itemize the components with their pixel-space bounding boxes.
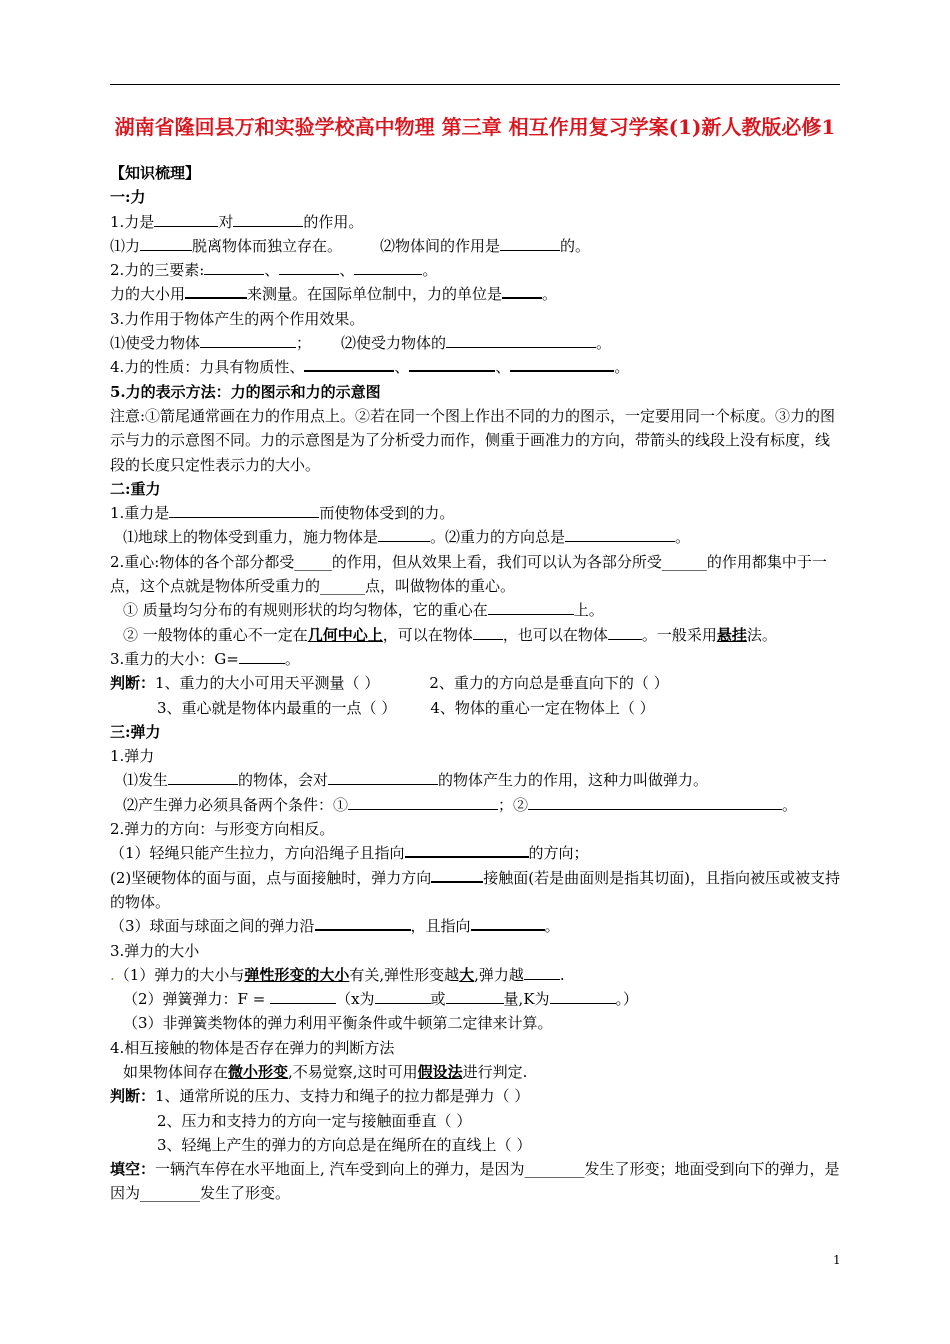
force-line-2: ⑴力 脱离物体而独立存在。 ⑵物体间的作用是 的。: [110, 236, 591, 255]
gravity-line-6: 3.重力的大小：G= 。: [110, 649, 300, 668]
elastic-line-11: （3）非弹簧类物体的弹力利用平衡条件或牛顿第二定律来计算。: [123, 1014, 553, 1033]
gravity-line-4: ① 质量均匀分布的有规则形状的均匀物体，它的重心在 上。: [123, 601, 604, 620]
force-line-3: 2.力的三要素: 、 、 。: [110, 261, 438, 280]
force-line-6: ⑴使受力物体 ； ⑵使受力物体的 。: [110, 334, 612, 353]
section-elastic-heading: 三:弹力: [110, 722, 161, 741]
force-line-4: 力的大小用 来测量。在国际单位制中，力的单位是 。: [110, 282, 843, 306]
page-number: 1: [833, 1253, 841, 1267]
force-line-8: 5.力的表示方法：力的图示和力的示意图: [110, 382, 381, 401]
elastic-line-5: （1）轻绳只能产生拉力，方向沿绳子且指向 的方向；: [110, 841, 843, 865]
elastic-judge-row-3: 3、轻绳上产生的弹力的方向总是在绳所在的直线上（ ）: [157, 1135, 532, 1154]
gravity-judge-row-1: 判断：1、重力的大小可用天平测量（ ） 2、重力的方向总是垂直向下的（ ）: [110, 674, 669, 693]
knowledge-header: 【知识梳理】: [110, 164, 201, 182]
elastic-line-3: ⑵产生弹力必须具备两个条件：① ；② 。: [123, 795, 798, 814]
force-line-5: 3.力作用于物体产生的两个作用效果。: [110, 309, 365, 328]
elastic-line-1: 1.弹力: [110, 747, 155, 766]
force-note: 注意:①箭尾通常画在力的作用点上。②若在同一个图上作出不同的力的图示，一定要用同一个标度。③力的图示与力的示意图不同。力的示意图是为了分析受力而作，侧重于画准力的方向，带箭头的线段上没有标度，线段的长度只定性表示力的大小。: [110, 406, 836, 474]
elastic-line-2: ⑴发生 的物体，会对 的物体产生力的作用，这种力叫做弹力。: [123, 771, 709, 790]
elastic-line-12: 4.相互接触的物体是否存在弹力的判断方法: [110, 1038, 395, 1057]
elastic-line-9: .（1）弹力的大小与弹性形变的大小有关,弹性形变越大,弹力越 .: [110, 965, 565, 984]
gravity-line-2: ⑴地球上的物体受到重力，施力物体是 。⑵重力的方向总是 。: [123, 528, 691, 547]
elastic-line-7: （3）球面与球面之间的弹力沿 ，且指向 。: [110, 914, 843, 938]
elastic-judge-row-1: 判断：1、通常所说的压力、支持力和绳子的拉力都是弹力（ ）: [110, 1087, 530, 1106]
section-gravity-heading: 二:重力: [110, 479, 161, 498]
elastic-line-8: 3.弹力的大小: [110, 941, 200, 960]
header-rule: [110, 84, 840, 85]
force-line-7: 4.力的性质：力具有物质性、 、 、 。: [110, 355, 843, 379]
document-title: 湖南省隆回县万和实验学校高中物理 第三章 相互作用复习学案(1)新人教版必修1: [114, 115, 836, 139]
elastic-line-13: 如果物体间存在微小形变,不易觉察,这时可用假设法进行判定.: [123, 1062, 528, 1081]
force-line-1: 1.力是 对 的作用。: [110, 212, 364, 231]
elastic-line-6: (2)坚硬物体的面与面，点与面接触时，弹力方向 接触面(若是曲面则是指其切面)，且指向被压或被支持的物体。: [110, 866, 843, 915]
elastic-line-4: 2.弹力的方向：与形变方向相反。: [110, 820, 335, 839]
elastic-judge-row-2: 2、压力和支持力的方向一定与接触面垂直（ ）: [157, 1111, 472, 1130]
section-force-heading: 一:力: [110, 188, 146, 207]
elastic-line-10: （2）弹簧弹力：F = （x为 或 量,K为 。）: [123, 990, 639, 1009]
gravity-judge-row-2: 3、重心就是物体内最重的一点（ ） 4、物体的重心一定在物体上（ ）: [157, 698, 655, 717]
document-body: [110, 161, 843, 1206]
gravity-line-5: ② 一般物体的重心不一定在几何中心上，可以在物体 ，也可以在物体 。一般采用悬挂法。: [123, 625, 777, 644]
gravity-center-definition: 2.重心:物体的各个部分都受_____的作用，但从效果上看，我们可以认为各部分所受______的作用都集中于一点，这个点就是物体所受重力的______点，叫做物体的重心。: [110, 552, 827, 596]
elastic-fill: 填空：一辆汽车停在水平地面上, 汽车受到向上的弹力，是因为________发生了形变；地面受到向下的弹力，是因为________发生了形变。: [110, 1160, 840, 1203]
gravity-line-1: 1.重力是 而使物体受到的力。: [110, 504, 455, 523]
